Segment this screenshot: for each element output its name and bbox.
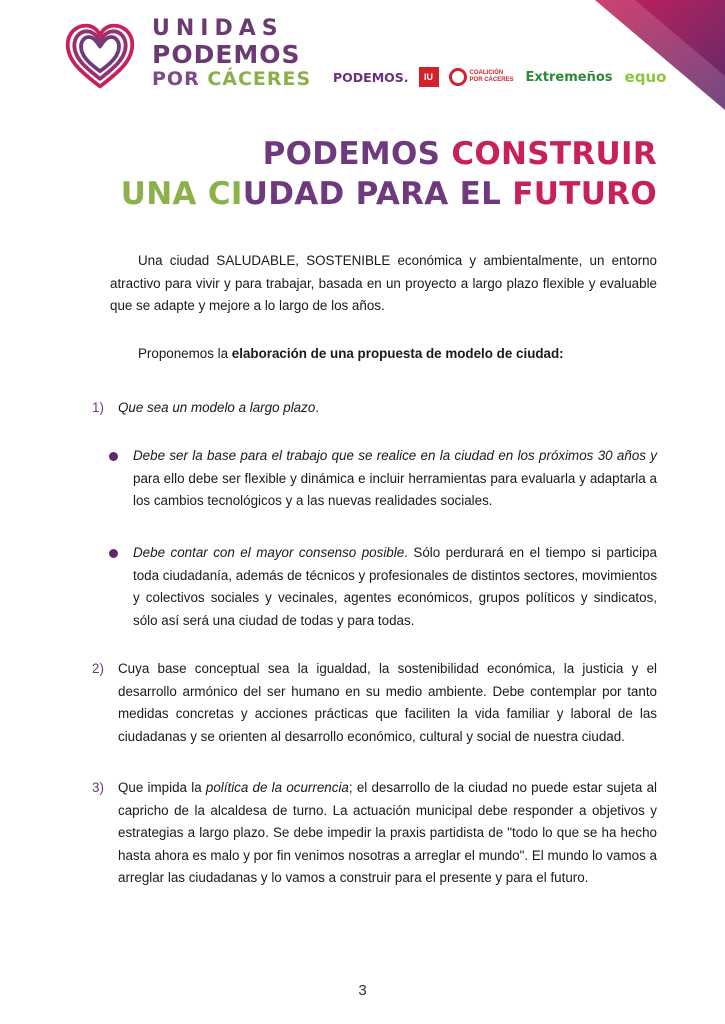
item-3-number: 3)	[92, 780, 104, 795]
title-part: FUTURO	[512, 176, 657, 212]
podemos-logo: PODEMOS.	[333, 69, 409, 85]
title-line-1	[121, 134, 657, 174]
item-3-text	[118, 777, 657, 890]
page-title	[121, 134, 657, 214]
proposal-bold: elaboración de una propuesta de modelo de ciudad:	[231, 346, 564, 361]
proposal-prefix: Proponemos la	[138, 346, 232, 361]
item-3-pre: Que impida la	[118, 780, 206, 795]
iu-logo: IU	[419, 67, 439, 87]
title-part: CONSTRUIR	[451, 136, 657, 172]
title-part: UNA CI	[120, 176, 243, 212]
bullet-2-rest: . Sólo perdurará en el tiempo si participa toda ciudadanía, además de técnicos y profesionales de distintos sectores, movimientos y colectivos sociales y vecinales, agentes económicos, grupos políticos y sindicatos, sólo así será una ciudad de todas y para todas.	[133, 545, 658, 628]
intro-paragraph: Una ciudad SALUDABLE, SOSTENIBLE económica y ambientalmente, un entorno atractivo para vivir y para trabajar, basada en un proyecto a largo plazo flexible y evaluable que se adapte y mejore a lo largo de los años.	[110, 253, 657, 313]
bullet-1-icon	[109, 452, 118, 461]
item-3-rest: ; el desarrollo de la ciudad no puede estar sujeta al capricho de la alcaldesa de turno. La actuación municipal debe responder a objetivos y estrategias a largo plazo. Se debe impedir la praxis partidista de "todo lo que se ha hecho hasta ahora es malo y por fin venimos nosotras a arreglar el mundo". El mundo lo vamos a arreglar las ciudadanas y lo vamos a construir para el presente y para el futuro.	[118, 780, 657, 885]
page-number: 3	[358, 982, 367, 999]
brand-line-1: UNIDAS	[152, 16, 284, 41]
proposal-paragraph	[110, 343, 657, 366]
bullet-1-italic: Debe ser la base para el trabajo que se realice en la ciudad en los próximos 30 años y	[133, 448, 657, 463]
bullet-2-italic: Debe contar con el mayor consenso posible	[133, 545, 405, 560]
item-2-text: Cuya base conceptual sea la igualdad, la sostenibilidad económica, la justicia y el desarrollo armónico del ser humano en su medio ambiente. Debe contemplar por tanto medidas concretas y acciones prácticas que faciliten la vida familiar y laboral de las ciudadanas y se orienten al desarrollo económico, cultural y social de nuestra ciudad.	[118, 661, 657, 744]
coalicion-logo	[449, 68, 516, 86]
brand-line-2: PODEMOS	[152, 40, 301, 69]
item-1-text	[118, 397, 657, 420]
bullet-1-rest: para ello debe ser flexible y dinámica e incluir herramientas para evaluarla y adaptarla a los cambios tecnológicos y a las nuevas realidades sociales.	[133, 470, 657, 508]
equo-logo: equo	[624, 68, 667, 86]
title-part: UDAD PARA EL	[242, 176, 513, 212]
item-1-italic: Que sea un modelo a largo plazo	[118, 400, 316, 415]
partner-logos	[333, 64, 666, 90]
brand-line-3b: CÁCERES	[207, 68, 312, 90]
coalicion-text: COALICIÓN POR CÁCERES	[469, 70, 514, 83]
title-line-2	[121, 174, 657, 214]
heart-logo-icon	[62, 18, 138, 94]
title-part: PODEMOS	[262, 136, 452, 172]
bullet-2-icon	[109, 549, 118, 558]
coalicion-mark-icon	[449, 68, 467, 86]
item-1-number: 1)	[92, 400, 104, 415]
bullet-1-text	[133, 445, 657, 513]
item-2-number: 2)	[92, 661, 104, 676]
extremenos-logo: Extremeños	[525, 69, 613, 85]
brand-wordmark	[152, 18, 311, 89]
item-1-end: .	[315, 400, 320, 415]
item-3-italic: política de la ocurrencia	[205, 780, 349, 795]
brand-line-3	[152, 70, 311, 89]
brand-line-3a: POR	[152, 68, 208, 90]
corner-decoration	[595, 0, 725, 110]
bullet-2-text	[133, 542, 657, 632]
